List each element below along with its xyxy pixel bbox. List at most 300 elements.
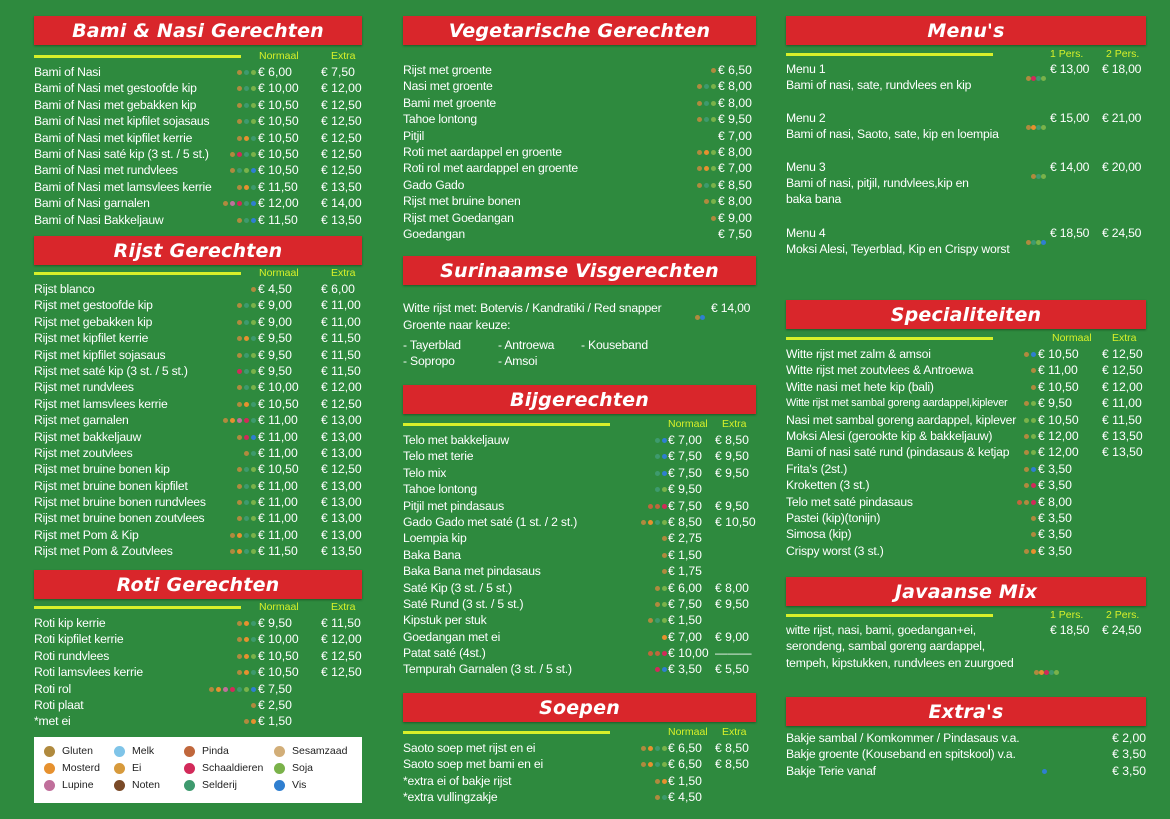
schaaldieren-allergen-icon <box>655 667 660 672</box>
selderij-allergen-icon <box>244 86 249 91</box>
gluten-allergen-icon <box>230 549 235 554</box>
gluten-allergen-icon <box>697 166 702 171</box>
section-title: Bami & Nasi Gerechten <box>72 19 324 42</box>
price-normaal: € 3,50 <box>1038 478 1072 493</box>
gluten-allergen-icon <box>1031 516 1036 521</box>
legend-item-vis <box>274 779 306 791</box>
legend-label: Mosterd <box>62 762 100 774</box>
section-title: Bijgerechten <box>510 388 649 411</box>
pinda-allergen-icon <box>184 746 195 757</box>
vis-allergen-icon <box>251 687 256 692</box>
menu-name: Menu 3 <box>786 160 826 174</box>
item-name: Witte rijst met zoutvlees & Antroewa <box>786 363 974 378</box>
legend-label: Noten <box>132 779 161 791</box>
price-normaal: € 8,50 <box>668 514 702 529</box>
price-normaal: € 10,50 <box>258 648 299 663</box>
item-name: Roti plaat <box>34 697 84 712</box>
menu-item-row <box>34 445 362 461</box>
gluten-allergen-icon <box>1024 467 1029 472</box>
soja-allergen-icon <box>1054 670 1059 675</box>
column-header-extra: Extra <box>331 601 356 613</box>
item-name: Telo mix <box>403 465 447 480</box>
schaaldieren-allergen-icon <box>662 651 667 656</box>
item-name: Rijst met Pom & Zoutvlees <box>34 544 173 559</box>
gluten-allergen-icon <box>251 287 256 292</box>
price-extra: € 13,50 <box>321 212 362 227</box>
selderij-allergen-icon <box>244 369 249 374</box>
price-normaal: € 9,00 <box>718 210 752 225</box>
selderij-allergen-icon <box>251 402 256 407</box>
price-normaal: € 7,00 <box>668 433 702 447</box>
divider-line <box>34 55 241 58</box>
soja-allergen-icon <box>251 369 256 374</box>
price: € 2,00 <box>1112 731 1146 745</box>
menu-item-row <box>34 162 362 178</box>
price-1-pers: € 13,00 <box>1050 62 1090 76</box>
item-name: Baka Bana met pindasaus <box>403 564 541 579</box>
allergen-dots <box>1024 450 1036 455</box>
soja-allergen-icon <box>662 602 667 607</box>
item-name: Rijst met saté kip (3 st. / 5 st.) <box>34 363 188 378</box>
lupine-allergen-icon <box>44 780 55 791</box>
price-normaal: € 9,50 <box>668 482 702 497</box>
price-extra: € 13,00 <box>321 527 362 542</box>
allergen-dots <box>1031 532 1036 537</box>
vis-allergen-icon <box>251 218 256 223</box>
column-header-2-pers: 2 Pers. <box>1106 609 1140 621</box>
allergen-dots <box>662 536 667 541</box>
item-name: Bami of Nasi <box>34 65 101 79</box>
pinda-allergen-icon <box>655 504 660 509</box>
section-header <box>403 385 756 414</box>
legend-item-selderij <box>184 779 237 791</box>
menu-item-row <box>34 713 362 729</box>
menu-item-row <box>786 526 1146 542</box>
item-name: Rijst met bruine bonen rundvlees <box>34 495 206 510</box>
mosterd-allergen-icon <box>244 402 249 407</box>
price-normaal: € 1,50 <box>668 613 702 628</box>
legend-item-melk <box>114 745 154 757</box>
legend-label: Selderij <box>202 779 238 791</box>
section-header <box>403 256 756 285</box>
item-name: Roti met aardappel en groente <box>403 144 562 159</box>
item-name: Saoto soep met bami en ei <box>403 757 543 772</box>
menu-description: baka bana <box>786 192 842 206</box>
menu-description: Bami of nasi, pitjil, rundvlees,kip en <box>786 176 969 190</box>
schaaldieren-allergen-icon <box>184 763 195 774</box>
soja-allergen-icon <box>274 763 285 774</box>
item-list <box>403 62 756 242</box>
mosterd-allergen-icon <box>244 670 249 675</box>
allergen-dots <box>237 185 256 190</box>
allergen-dots <box>704 199 716 204</box>
selderij-allergen-icon <box>244 218 249 223</box>
gluten-allergen-icon <box>1024 401 1029 406</box>
schaaldieren-allergen-icon <box>244 418 249 423</box>
soja-allergen-icon <box>662 618 667 623</box>
price-2-pers: € 24,50 <box>1102 226 1142 240</box>
item-name: Pastei (kip)(tonijn) <box>786 510 881 525</box>
section-extras <box>786 697 1146 779</box>
allergen-dots <box>1031 385 1036 390</box>
lupine-allergen-icon <box>237 418 242 423</box>
selderij-allergen-icon <box>244 516 249 521</box>
item-name: Frita's (2st.) <box>786 461 848 476</box>
item-name: Roti kipfilet kerrie <box>34 632 124 647</box>
menu-item-row <box>786 543 1146 559</box>
gluten-allergen-icon <box>1031 368 1036 373</box>
item-name: Pitjil <box>403 128 425 143</box>
allergen-dots <box>1031 516 1036 521</box>
price-normaal: € 9,50 <box>258 331 292 346</box>
allergen-dots <box>244 719 256 724</box>
gluten-allergen-icon <box>237 467 242 472</box>
price-normaal: € 10,00 <box>258 81 299 96</box>
vegetable-option: - Amsoi <box>498 354 538 368</box>
item-name: Rijst met garnalen <box>34 413 129 428</box>
menu-item-row <box>403 580 756 596</box>
allergen-dots <box>641 762 667 767</box>
price-extra: € 13,50 <box>1102 445 1143 460</box>
mosterd-allergen-icon <box>648 746 653 751</box>
price-normaal: € 11,00 <box>258 445 298 460</box>
allergen-dots <box>251 703 256 708</box>
menu-item-row <box>34 281 362 297</box>
price-extra: € 9,00 <box>715 629 749 644</box>
menu-item-row <box>34 130 362 146</box>
sesamzaad-allergen-icon <box>274 746 285 757</box>
divider-line <box>34 606 241 609</box>
price-extra: € 11,50 <box>321 331 361 346</box>
selderij-allergen-icon <box>244 152 249 157</box>
menu-item-row <box>34 510 362 526</box>
menu-item-row <box>34 297 362 313</box>
item-name: Saté Rund (3 st. / 5 st.) <box>403 596 524 611</box>
legend-item-ei <box>114 762 141 774</box>
price: € 3,50 <box>1112 763 1146 778</box>
price-normaal: € 1,50 <box>668 547 702 562</box>
item-list <box>34 64 362 228</box>
menu-item-row <box>786 494 1146 510</box>
soja-allergen-icon <box>711 101 716 106</box>
soja-allergen-icon <box>1041 174 1046 179</box>
selderij-allergen-icon <box>244 103 249 108</box>
price-normaal: € 9,50 <box>1038 396 1072 411</box>
menu-item-row <box>34 527 362 543</box>
price-normaal: € 7,50 <box>668 596 702 611</box>
menu-description: Moksi Alesi, Teyerblad, Kip en Crispy worst <box>786 242 1010 256</box>
menu-item-row <box>403 530 756 546</box>
melk-allergen-icon <box>114 746 125 757</box>
lupine-allergen-icon <box>223 687 228 692</box>
soja-allergen-icon <box>1031 450 1036 455</box>
menu-item-row <box>403 177 756 193</box>
vegetable-choice-label: Groente naar keuze: <box>403 318 511 332</box>
selderij-allergen-icon <box>704 183 709 188</box>
mosterd-allergen-icon <box>244 185 249 190</box>
allergen-dots <box>237 336 256 341</box>
price-normaal: € 8,00 <box>718 144 752 159</box>
soja-allergen-icon <box>251 533 256 538</box>
selderij-allergen-icon <box>244 119 249 124</box>
menu-item-row <box>403 128 756 144</box>
gluten-allergen-icon <box>1024 483 1029 488</box>
price-normaal: € 7,00 <box>718 161 752 176</box>
soja-allergen-icon <box>1024 418 1029 423</box>
allergen-dots <box>237 218 256 223</box>
column-header-normaal: Normaal <box>668 726 708 738</box>
allergen-dots <box>697 84 716 89</box>
price-extra: € 8,50 <box>715 433 749 447</box>
menu-item-row <box>403 448 756 464</box>
menu-item-row <box>786 395 1146 411</box>
menu-item-row <box>34 429 362 445</box>
item-name: Rijst met Goedangan <box>403 210 514 225</box>
price-1-pers: € 18,50 <box>1050 226 1090 240</box>
menu-item-row <box>34 697 362 713</box>
allergen-dots <box>655 487 667 492</box>
selderij-allergen-icon <box>655 762 660 767</box>
gluten-allergen-icon <box>237 484 242 489</box>
mix-description-line: witte rijst, nasi, bami, goedangan+ei, <box>786 623 976 637</box>
soja-allergen-icon <box>711 166 716 171</box>
gluten-allergen-icon <box>237 218 242 223</box>
mosterd-allergen-icon <box>704 150 709 155</box>
gluten-allergen-icon <box>1031 385 1036 390</box>
price-normaal: € 10,50 <box>1038 347 1079 361</box>
allergen-dots <box>648 504 667 509</box>
mix-description-line: serondeng, sambal goreng aardappel, <box>786 639 985 653</box>
vegetable-option: - Sopropo <box>403 354 455 368</box>
price-normaal: € 6,00 <box>258 65 292 79</box>
allergen-dots <box>697 166 716 171</box>
menu-item-row <box>34 64 362 80</box>
menu-item-row <box>403 596 756 612</box>
gluten-allergen-icon <box>237 185 242 190</box>
section-title: Specialiteiten <box>890 303 1042 326</box>
gluten-allergen-icon <box>655 602 660 607</box>
gluten-allergen-icon <box>237 70 242 75</box>
menu-item-row <box>786 477 1146 493</box>
mosterd-allergen-icon <box>244 637 249 642</box>
menu-item-row <box>34 97 362 113</box>
item-name: Rijst met bruine bonen kip <box>34 462 170 477</box>
gluten-allergen-icon <box>223 201 228 206</box>
allergen-dots <box>655 602 667 607</box>
price-extra: € 13,50 <box>1102 428 1143 443</box>
column-header-normaal: Normaal <box>668 418 708 430</box>
extra-item-row <box>786 746 1146 762</box>
gluten-allergen-icon <box>237 654 242 659</box>
selderij-allergen-icon <box>251 670 256 675</box>
item-name: Bami of nasi saté rund (pindasaus & ketjap <box>786 445 1010 460</box>
soja-allergen-icon <box>662 586 667 591</box>
price-normaal: € 11,00 <box>258 429 298 444</box>
price-1-pers: € 14,00 <box>1050 160 1090 174</box>
menu-item-row <box>403 481 756 497</box>
item-name: Goedangan met ei <box>403 629 501 644</box>
price-1-pers: € 18,50 <box>1050 623 1090 637</box>
legend-label: Soja <box>292 762 314 774</box>
gluten-allergen-icon <box>230 152 235 157</box>
item-name: Roti kip kerrie <box>34 616 106 630</box>
allergen-dots <box>1017 500 1036 505</box>
price-normaal: € 9,00 <box>258 298 292 313</box>
gluten-allergen-icon <box>251 703 256 708</box>
price-normaal: € 7,50 <box>668 449 702 464</box>
allergen-dots <box>697 117 716 122</box>
allergen-dots <box>237 320 256 325</box>
price-normaal: € 9,50 <box>718 112 752 127</box>
section-title: Vegetarische Gerechten <box>448 19 711 42</box>
menu-item-row <box>34 664 362 680</box>
price-normaal: € 7,00 <box>718 128 752 143</box>
soja-allergen-icon <box>711 150 716 155</box>
item-name: Rijst met groente <box>403 63 492 77</box>
item-name: Bami of Nasi met kipfilet kerrie <box>34 130 193 145</box>
price-extra: € 9,50 <box>715 465 749 480</box>
allergen-dots <box>1024 483 1036 488</box>
legend-item-schaaldieren <box>184 762 263 774</box>
vis-allergen-icon <box>662 438 667 443</box>
allergen-dots <box>697 150 716 155</box>
pinda-allergen-icon <box>655 651 660 656</box>
item-name: Telo met saté pindasaus <box>786 494 913 509</box>
menu-item-row <box>34 379 362 395</box>
price-normaal: € 12,00 <box>258 196 299 211</box>
gluten-allergen-icon <box>237 303 242 308</box>
item-name: Witte rijst met sambal goreng aardappel,kiplever <box>786 397 1008 410</box>
price-extra: € 12,50 <box>321 462 362 477</box>
allergen-dots <box>655 438 667 443</box>
gluten-allergen-icon <box>704 199 709 204</box>
menu-item-row <box>403 789 756 805</box>
section-title: Rijst Gerechten <box>113 239 283 262</box>
noten-allergen-icon <box>114 780 125 791</box>
item-name: Moksi Alesi (gerookte kip & bakkeljauw) <box>786 428 993 443</box>
menu-name: Menu 1 <box>786 62 826 76</box>
gluten-allergen-icon <box>1024 352 1029 357</box>
menu-item-row <box>403 193 756 209</box>
gluten-allergen-icon <box>237 86 242 91</box>
allergen-dots <box>695 307 705 325</box>
allergen-dots <box>1031 166 1046 184</box>
item-name: Bami of Nasi met gebakken kip <box>34 97 197 112</box>
gluten-allergen-icon <box>237 385 242 390</box>
section-bami-nasi <box>34 16 362 228</box>
price-normaal: € 11,00 <box>258 478 298 493</box>
soja-allergen-icon <box>711 117 716 122</box>
soja-allergen-icon <box>1031 434 1036 439</box>
soja-allergen-icon <box>251 303 256 308</box>
price-extra: € 8,00 <box>715 580 749 595</box>
price-extra: € 12,50 <box>321 396 362 411</box>
menu-item-row <box>34 363 362 379</box>
price-extra: € 13,00 <box>321 445 362 460</box>
vis-allergen-icon <box>1031 467 1036 472</box>
mosterd-allergen-icon <box>704 166 709 171</box>
soja-allergen-icon <box>1041 76 1046 81</box>
allergen-dots <box>655 454 667 459</box>
menu-item-row <box>403 547 756 563</box>
menu-item-row <box>34 212 362 228</box>
price-normaal: € 3,50 <box>1038 527 1072 542</box>
allergen-dots <box>237 484 256 489</box>
menu-item-row <box>403 773 756 789</box>
divider-line <box>403 423 610 426</box>
section-roti <box>34 570 362 730</box>
price-normaal: € 2,50 <box>258 697 292 712</box>
section-title: Menu's <box>927 19 1005 42</box>
vis-allergen-icon <box>1042 769 1047 774</box>
item-name: Roti rundvlees <box>34 648 110 663</box>
menu-item-row <box>403 514 756 530</box>
soja-allergen-icon <box>251 353 256 358</box>
mosterd-allergen-icon <box>237 533 242 538</box>
item-name: Saté Kip (3 st. / 5 st.) <box>403 580 512 595</box>
price-normaal: € 10,50 <box>258 114 299 129</box>
price-extra: € 13,50 <box>321 179 362 194</box>
gluten-allergen-icon <box>1024 500 1029 505</box>
gluten-allergen-icon <box>244 719 249 724</box>
divider-line <box>786 614 993 617</box>
soja-allergen-icon <box>251 385 256 390</box>
price-normaal: € 1,50 <box>258 714 292 729</box>
price-extra: € 11,50 <box>321 616 361 630</box>
item-name: Rijst met lamsvlees kerrie <box>34 396 168 411</box>
price-normaal: € 10,50 <box>258 396 299 411</box>
item-name: Bami of Nasi Bakkeljauw <box>34 212 164 227</box>
price-normaal: € 6,50 <box>668 741 702 755</box>
soja-allergen-icon <box>1041 125 1046 130</box>
column-header-extra: Extra <box>1112 332 1137 344</box>
section-title: Javaanse Mix <box>894 580 1038 603</box>
menu-item-row <box>403 612 756 628</box>
allergen-dots <box>237 654 256 659</box>
item-name: Bakje groente (Kouseband en spitskool) v.a. <box>786 747 1016 762</box>
allergen-dots <box>1042 769 1047 774</box>
section-header <box>34 570 362 599</box>
vis-allergen-icon <box>1031 352 1036 357</box>
price-normaal: € 3,50 <box>1038 461 1072 476</box>
vis-allergen-icon <box>274 780 285 791</box>
allergen-dots <box>237 500 256 505</box>
price-extra: € 12,50 <box>321 146 362 161</box>
selderij-allergen-icon <box>184 780 195 791</box>
menu-name: Menu 2 <box>786 111 826 125</box>
item-name: Nasi met sambal goreng aardappel, kiplever <box>786 412 1017 427</box>
allergen-legend <box>34 737 362 803</box>
mosterd-allergen-icon <box>216 687 221 692</box>
mosterd-allergen-icon <box>1031 549 1036 554</box>
price-extra: € 13,00 <box>321 511 362 526</box>
item-name: Rijst met rundvlees <box>34 380 134 395</box>
item-name: Bami of Nasi saté kip (3 st. / 5 st.) <box>34 146 209 161</box>
legend-item-mosterd <box>44 762 100 774</box>
menu-item-row <box>403 498 756 514</box>
section-header <box>403 693 756 722</box>
price-normaal: € 2,75 <box>668 531 702 546</box>
divider-line <box>786 337 993 340</box>
allergen-dots <box>209 687 256 692</box>
allergen-dots <box>237 516 256 521</box>
price-extra: € 13,00 <box>321 495 362 510</box>
gluten-allergen-icon <box>237 500 242 505</box>
menu-item-row <box>403 756 756 772</box>
section-header <box>786 697 1146 726</box>
soja-allergen-icon <box>251 103 256 108</box>
menu-item-row <box>786 346 1146 362</box>
